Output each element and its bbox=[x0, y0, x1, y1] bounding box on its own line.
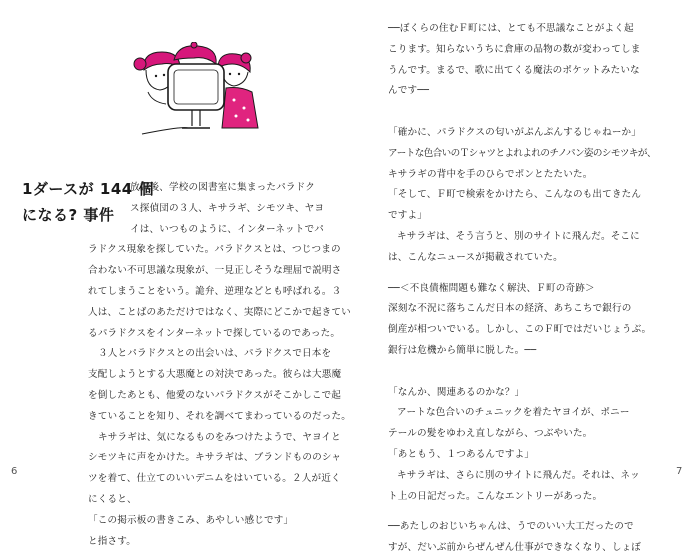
body-line: 人は、ことばのあただけではなく、実際にどこかで起きてい bbox=[88, 306, 351, 318]
body-line: るパラドクスをインターネットで探しているのであった。 bbox=[88, 327, 341, 339]
body-line: 「この掲示板の書きこみ、あやしい感じです」 bbox=[88, 514, 294, 526]
body-line: 深刻な不況に落ちこんだ日本の経済、あちこちで銀行の bbox=[388, 303, 632, 315]
page-number-left: 6 bbox=[11, 466, 18, 477]
body-line: こります。知らないうちに倉庫の品物の数が変わってしま bbox=[388, 43, 641, 55]
page-number-right: 7 bbox=[676, 466, 683, 477]
body-line: ス探偵団の３人、キサラギ、シモツキ、ヤヨ bbox=[130, 202, 325, 214]
body-line: ですよ」 bbox=[388, 210, 427, 222]
body-line: と指さす。 bbox=[88, 535, 136, 547]
body-line: アートな色合いのＴシャツとよれよれのチノパン姿のシモツキが、 bbox=[388, 147, 656, 159]
body-line: 「なんか、関連あるのかな？」 bbox=[388, 386, 525, 398]
body-line: ラドクス現象を探していた。パラドクスとは、つじつまの bbox=[88, 244, 341, 256]
body-line: を倒したあとも、他愛のないパラドクスがそこかしこで起 bbox=[88, 389, 342, 401]
chapter-title-line-1: 1ダースが 144 個 bbox=[22, 180, 154, 198]
body-line: キサラギの背中を手のひらでポンとたたいた。 bbox=[388, 168, 593, 180]
body-line: 「そして、Ｆ町で検索をかけたら、こんなのも出てきたん bbox=[388, 189, 642, 201]
body-line: シモツキに声をかけた。キサラギは、ブランドもののシャ bbox=[88, 452, 342, 464]
right-page-body bbox=[388, 19, 658, 559]
body-line: ──＜不良債権問題も難なく解決、Ｆ町の奇跡＞ bbox=[388, 282, 595, 294]
body-line: ト上の日記だった。こんなエントリーがあった。 bbox=[388, 490, 603, 502]
body-line: すが、だいぶ前からぜんぜん仕事ができなくなり、しょぼ bbox=[388, 542, 642, 554]
body-line: 放課後、学校の図書室に集まったパラドク bbox=[130, 182, 315, 193]
body-line: きていることを知り、それを調べてまわっているのだった。 bbox=[88, 410, 351, 422]
body-line: 「あともう、１つあるんですよ」 bbox=[388, 448, 535, 460]
body-line: ツを着て、仕立てのいいデニムをはいている。２人が近く bbox=[88, 473, 341, 485]
illustration-drawing bbox=[134, 42, 258, 134]
blank-line bbox=[388, 507, 658, 517]
body-line: 合わない不可思議な現象が、一見正しそうな理屈で説明さ bbox=[88, 265, 342, 277]
body-line: テールの髪をゆわえ直しながら、つぶやいた。 bbox=[388, 428, 593, 440]
body-line: イは、いつものように、インターネットでパ bbox=[130, 223, 325, 235]
body-line: は、こんなニュースが掲載されていた。 bbox=[388, 251, 563, 263]
body-line: 倒産が相ついでいる。しかし、このＦ町ではだいじょうぶ。 bbox=[388, 324, 652, 336]
body-line: アートな色合いのチュニックを着たヤヨイが、ポニー bbox=[397, 407, 630, 419]
body-line: ──ぼくらの住むＦ町には、とても不思議なことがよく起 bbox=[388, 23, 634, 34]
kids-at-computer-illustration bbox=[122, 42, 264, 142]
body-line: キサラギは、気になるものをみつけたようで、ヤヨイと bbox=[98, 431, 341, 443]
body-line: れてしまうことをいう。詭弁、逆理などとも呼ばれる。３ bbox=[88, 285, 342, 297]
body-line: キサラギは、さらに別のサイトに飛んだ。それは、ネッ bbox=[397, 469, 640, 481]
body-line: キサラギは、そう言うと、別のサイトに飛んだ。そこに bbox=[397, 230, 640, 242]
blank-line bbox=[388, 362, 658, 383]
body-line: 銀行は危機から簡単に脱した。── bbox=[388, 344, 537, 356]
body-line: んです── bbox=[388, 85, 430, 97]
blank-line bbox=[388, 269, 658, 279]
body-line: ──あたしのおじいちゃんは、うでのいい大工だったので bbox=[388, 521, 634, 533]
body-line: 支配しようとする大悪魔との対決であった。彼らは大悪魔 bbox=[88, 369, 342, 381]
chapter-title-line-2: になる? 事件 bbox=[22, 206, 115, 224]
blank-line bbox=[388, 102, 658, 123]
body-line: うんです。まるで、歌に出てくる魔法のポケットみたいな bbox=[388, 64, 640, 76]
body-line: にくると、 bbox=[88, 493, 137, 505]
body-line: ３人とパラドクスとの出会いは、パラドクスで日本を bbox=[98, 348, 332, 360]
body-line: 「確かに、パラドクスの匂いがぷんぷんするじゃねーか」 bbox=[388, 126, 642, 138]
